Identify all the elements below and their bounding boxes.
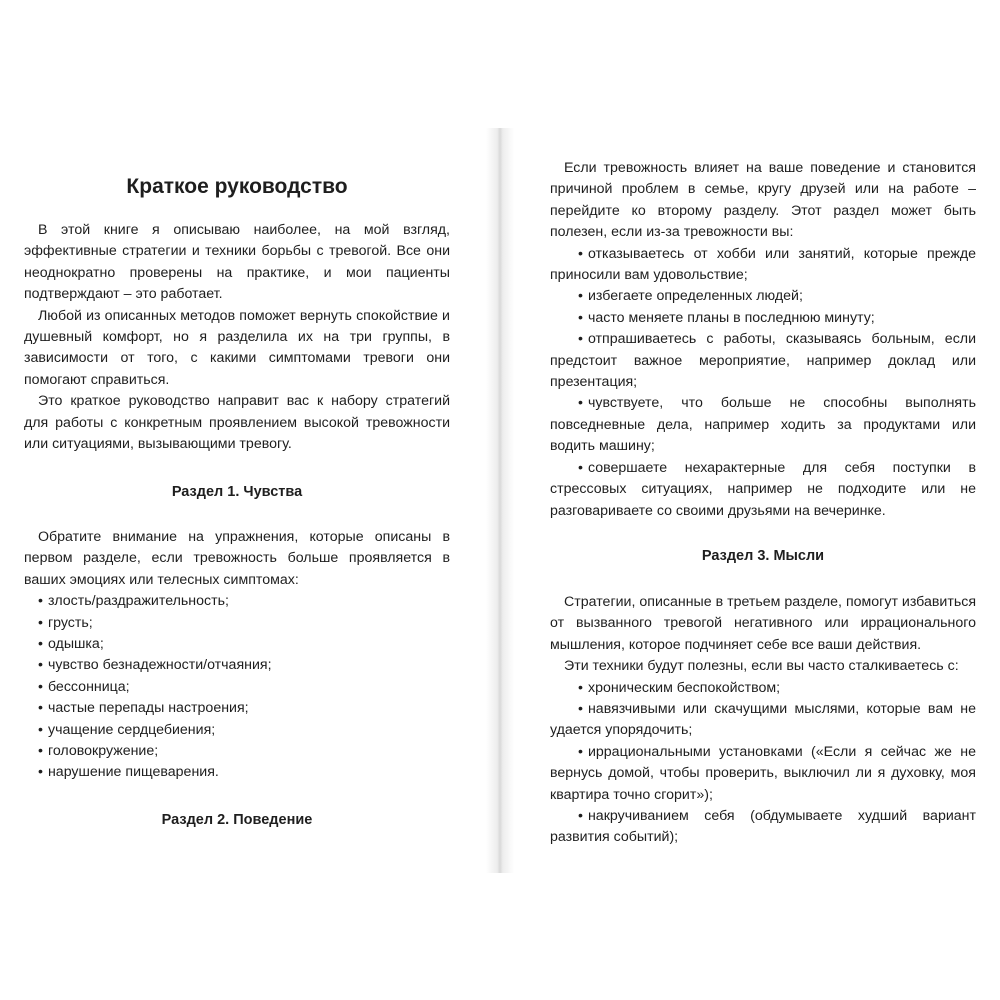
bullet-icon: • — [578, 701, 583, 718]
section-2-paragraph: Если тревожность влияет на ваше поведение и становится причиной проблем в семье, кругу друзей или на работе – перейдите ко второму разделу. Этот раздел может быть полезен, если из-за тревожности вы: — [550, 160, 976, 241]
bullet-icon: • — [38, 614, 43, 631]
list-item: • навязчивыми или скачущими мыслями, которые вам не удается упорядочить; — [550, 701, 976, 739]
bullet-icon: • — [38, 721, 43, 738]
bullet-icon: • — [578, 459, 583, 476]
bullet-icon: • — [578, 395, 583, 412]
intro-paragraph: В этой книге я описываю наиболее, на мой взгляд, эффективные стратегии и техники борьбы с тревогой. Все они неоднократно проверены на практике, и мои пациенты подтверждают – это работает. — [24, 222, 450, 303]
bullet-icon: • — [38, 593, 43, 610]
list-item: • отказываетесь от хобби или занятий, которые прежде приносили вам удовольствие; — [550, 245, 976, 284]
bullet-icon: • — [578, 331, 583, 348]
section-1-text — [24, 527, 450, 784]
section-2-text — [550, 158, 976, 522]
section-2-bullet-list — [550, 244, 976, 522]
list-item: • частые перепады настроения; — [24, 698, 450, 719]
intro-text — [24, 220, 450, 455]
list-item: • избегаете определенных людей; — [550, 286, 976, 307]
intro-paragraph: Любой из описанных методов поможет вернуть спокойствие и душевный комфорт, но я разделила их на три группы, в зависимости от того, с какими симптомами тревоги они помогают справиться. — [24, 307, 450, 388]
list-item: • нарушение пищеварения. — [24, 762, 450, 783]
bullet-icon: • — [38, 636, 43, 653]
section-1-heading: Раздел 1. Чувства — [171, 484, 303, 500]
bullet-icon: • — [38, 657, 43, 674]
bullet-icon: • — [38, 743, 43, 760]
list-item: • отпрашиваетесь с работы, сказываясь больным, если предстоит важное мероприятие, например доклад или презентация; — [550, 331, 976, 391]
list-item: • злость/раздражительность; — [24, 591, 450, 612]
page-title: Краткое руководство — [126, 175, 348, 198]
section-3-paragraph: Стратегии, описанные в третьем разделе, помогут избавиться от вызванного тревогой негативного или иррационального мышления, которое подчиняет себе все ваши действия. — [550, 594, 976, 653]
bullet-icon: • — [578, 679, 583, 696]
bullet-icon: • — [578, 245, 583, 262]
list-item: • грусть; — [24, 613, 450, 634]
bullet-icon: • — [38, 700, 43, 717]
list-item: • совершаете нехарактерные для себя поступки в стрессовых ситуациях, например не подходите или не разговариваете со своими друзьями на вечеринке. — [550, 459, 976, 519]
bullet-icon: • — [578, 808, 583, 825]
bullet-icon: • — [578, 309, 583, 326]
bullet-icon: • — [578, 288, 583, 305]
bullet-icon: • — [38, 764, 43, 781]
section-1-paragraph: Обратите внимание на упражнения, которые описаны в первом разделе, если тревожность больше проявляется в ваших эмоциях или телесных симптомах: — [24, 529, 450, 588]
list-item: • головокружение; — [24, 741, 450, 762]
list-item: • бессонница; — [24, 677, 450, 698]
bullet-icon: • — [578, 743, 583, 760]
list-item: • накручиванием себя (обдумываете худший вариант развития событий); — [550, 808, 976, 846]
list-item: • одышка; — [24, 634, 450, 655]
list-item: • часто меняете планы в последнюю минуту; — [550, 308, 976, 329]
section-3-text — [550, 592, 976, 849]
section-3-paragraph: Эти техники будут полезны, если вы часто сталкиваетесь с: — [564, 658, 959, 675]
section-3-bullet-list — [550, 678, 976, 849]
section-2-heading: Раздел 2. Поведение — [161, 812, 313, 828]
list-item: • чувство безнадежности/отчаяния; — [24, 655, 450, 676]
list-item: • учащение сердцебиения; — [24, 720, 450, 741]
list-item: • хроническим беспокойством; — [550, 678, 976, 699]
book-gutter-shadow — [486, 128, 514, 873]
section-1-bullet-list — [24, 591, 450, 784]
list-item: • чувствуете, что больше не способны выполнять повседневные дела, например ходить за продуктами или водить машину; — [550, 395, 976, 455]
intro-paragraph: Это краткое руководство направит вас к набору стратегий для работы с конкретным проявлением высокой тревожности или ситуациями, вызывающими тревогу. — [24, 393, 450, 453]
section-3-heading: Раздел 3. Мысли — [701, 548, 825, 564]
list-item: • иррациональными установками («Если я сейчас же не вернусь домой, чтобы проверить, выключил ли я духовку, моя квартира точно сгорит»); — [550, 743, 976, 803]
bullet-icon: • — [38, 678, 43, 695]
